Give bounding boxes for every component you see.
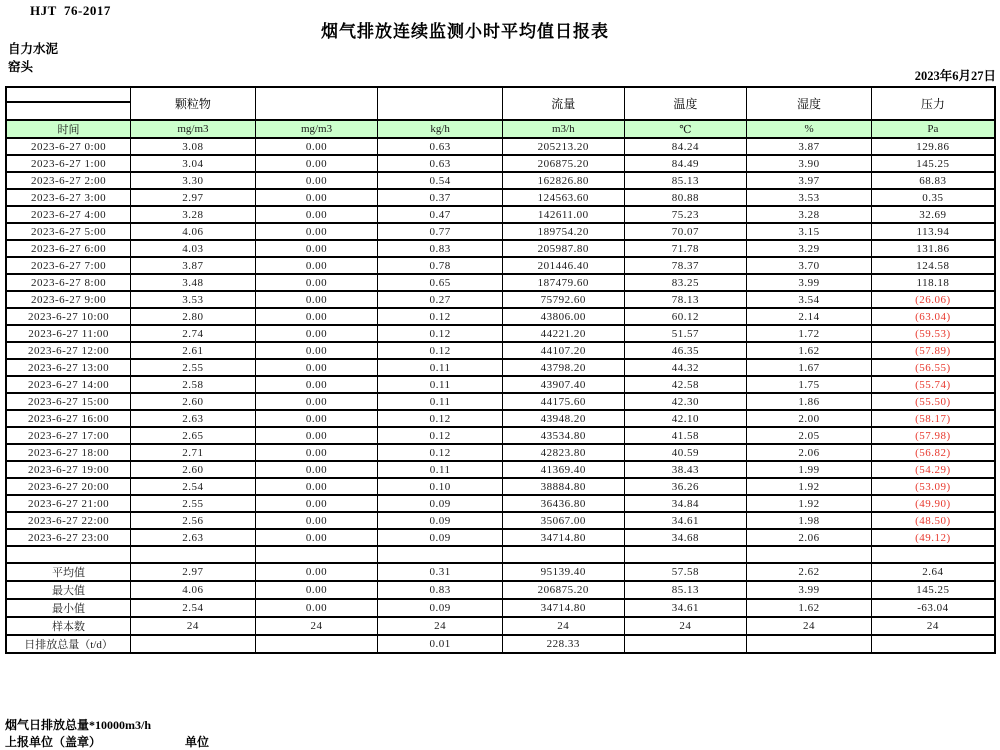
summary-value-cell	[624, 635, 747, 653]
summary-value-cell: 95139.40	[502, 563, 624, 581]
time-cell: 2023-6-27 9:00	[6, 291, 131, 308]
summary-value-cell: 24	[131, 617, 256, 635]
summary-row	[6, 617, 995, 635]
value-cell: 0.00	[255, 478, 378, 495]
summary-value-cell: -63.04	[871, 599, 995, 617]
summary-value-cell: 24	[502, 617, 624, 635]
summary-value-cell	[255, 635, 378, 653]
group-header-cell	[378, 87, 503, 120]
summary-value-cell: 34714.80	[502, 599, 624, 617]
value-cell: 0.78	[378, 257, 503, 274]
value-cell: 0.00	[255, 461, 378, 478]
value-cell: 44175.60	[502, 393, 624, 410]
summary-row	[6, 563, 995, 581]
value-cell: 36436.80	[502, 495, 624, 512]
summary-value-cell: 0.83	[378, 581, 503, 599]
value-cell: 2.63	[131, 410, 256, 427]
group-header-cell: 温度	[624, 87, 747, 120]
empty-cell	[502, 546, 624, 563]
value-cell: 3.15	[747, 223, 872, 240]
value-cell: (48.50)	[871, 512, 995, 529]
value-cell: 131.86	[871, 240, 995, 257]
value-cell: 0.00	[255, 495, 378, 512]
summary-label-cell: 样本数	[6, 617, 131, 635]
summary-row	[6, 599, 995, 617]
summary-value-cell: 2.62	[747, 563, 872, 581]
value-cell: 2.60	[131, 393, 256, 410]
value-cell: 0.00	[255, 376, 378, 393]
value-cell: 1.86	[747, 393, 872, 410]
value-cell: 0.00	[255, 257, 378, 274]
value-cell: 41.58	[624, 427, 747, 444]
report-unit-label: 上报单位（盖章）	[5, 735, 102, 749]
value-cell: 38.43	[624, 461, 747, 478]
value-cell: 205213.20	[502, 138, 624, 155]
value-cell: 0.00	[255, 291, 378, 308]
time-cell: 2023-6-27 10:00	[6, 308, 131, 325]
summary-value-cell: 0.00	[255, 581, 378, 599]
value-cell: 43534.80	[502, 427, 624, 444]
value-cell: 0.11	[378, 359, 503, 376]
value-cell: 205987.80	[502, 240, 624, 257]
value-cell: 0.83	[378, 240, 503, 257]
empty-cell	[624, 546, 747, 563]
value-cell: 34.68	[624, 529, 747, 546]
value-cell: 0.00	[255, 325, 378, 342]
value-cell: 85.13	[624, 172, 747, 189]
summary-row	[6, 581, 995, 599]
value-cell: 142611.00	[502, 206, 624, 223]
value-cell: 70.07	[624, 223, 747, 240]
value-cell: 1.92	[747, 495, 872, 512]
value-cell: 71.78	[624, 240, 747, 257]
value-cell: 2.56	[131, 512, 256, 529]
value-cell: 84.24	[624, 138, 747, 155]
value-cell: 43948.20	[502, 410, 624, 427]
value-cell: 0.00	[255, 393, 378, 410]
value-cell: 3.08	[131, 138, 256, 155]
value-cell: (55.74)	[871, 376, 995, 393]
value-cell: 0.00	[255, 138, 378, 155]
value-cell: 2.05	[747, 427, 872, 444]
summary-value-cell: 0.00	[255, 563, 378, 581]
value-cell: 42.10	[624, 410, 747, 427]
summary-value-cell: 206875.20	[502, 581, 624, 599]
value-cell: 83.25	[624, 274, 747, 291]
value-cell: 0.77	[378, 223, 503, 240]
summary-value-cell: 24	[624, 617, 747, 635]
value-cell: 2.06	[747, 529, 872, 546]
summary-value-cell: 0.01	[378, 635, 503, 653]
monitoring-point-name: 窑头	[8, 60, 34, 74]
empty-cell	[871, 546, 995, 563]
group-header-cell	[255, 87, 378, 120]
value-cell: 3.29	[747, 240, 872, 257]
value-cell: 145.25	[871, 155, 995, 172]
value-cell: 32.69	[871, 206, 995, 223]
value-cell: (55.50)	[871, 393, 995, 410]
value-cell: 0.09	[378, 529, 503, 546]
value-cell: 2.00	[747, 410, 872, 427]
time-cell: 2023-6-27 4:00	[6, 206, 131, 223]
value-cell: 2.06	[747, 444, 872, 461]
time-cell: 2023-6-27 5:00	[6, 223, 131, 240]
value-cell: 4.03	[131, 240, 256, 257]
time-header-split-top	[6, 87, 131, 102]
value-cell: 2.58	[131, 376, 256, 393]
value-cell: 0.11	[378, 376, 503, 393]
value-cell: 38884.80	[502, 478, 624, 495]
summary-label-cell: 日排放总量（t/d）	[6, 635, 131, 653]
value-cell: 2.14	[747, 308, 872, 325]
page-title: 烟气排放连续监测小时平均值日报表	[321, 22, 609, 41]
value-cell: 2.55	[131, 495, 256, 512]
value-cell: 2.65	[131, 427, 256, 444]
time-cell: 2023-6-27 6:00	[6, 240, 131, 257]
summary-value-cell: 228.33	[502, 635, 624, 653]
table-row	[6, 291, 995, 308]
value-cell: 0.00	[255, 274, 378, 291]
value-cell: 2.61	[131, 342, 256, 359]
unit-header-cell: 时间	[6, 120, 131, 138]
value-cell: 2.63	[131, 529, 256, 546]
value-cell: 0.37	[378, 189, 503, 206]
summary-value-cell: 2.54	[131, 599, 256, 617]
total-emission-note: 烟气日排放总量*10000m3/h	[5, 718, 152, 732]
value-cell: 0.00	[255, 308, 378, 325]
time-cell: 2023-6-27 17:00	[6, 427, 131, 444]
report-date: 2023年6月27日	[914, 69, 996, 83]
value-cell: 75792.60	[502, 291, 624, 308]
value-cell: 78.13	[624, 291, 747, 308]
table-row	[6, 342, 995, 359]
time-cell: 2023-6-27 19:00	[6, 461, 131, 478]
value-cell: 0.10	[378, 478, 503, 495]
time-cell: 2023-6-27 11:00	[6, 325, 131, 342]
value-cell: 0.11	[378, 461, 503, 478]
summary-value-cell: 85.13	[624, 581, 747, 599]
group-header-cell: 湿度	[747, 87, 872, 120]
summary-value-cell: 0.31	[378, 563, 503, 581]
value-cell: 43907.40	[502, 376, 624, 393]
value-cell: 0.12	[378, 427, 503, 444]
value-cell: 44221.20	[502, 325, 624, 342]
unit-label: 单位	[185, 735, 210, 749]
unit-header-cell: m3/h	[502, 120, 624, 138]
value-cell: 1.99	[747, 461, 872, 478]
value-cell: 124563.60	[502, 189, 624, 206]
value-cell: 34714.80	[502, 529, 624, 546]
value-cell: (59.53)	[871, 325, 995, 342]
value-cell: 44.32	[624, 359, 747, 376]
summary-value-cell: 24	[378, 617, 503, 635]
value-cell: 2.55	[131, 359, 256, 376]
value-cell: 0.12	[378, 325, 503, 342]
empty-cell	[747, 546, 872, 563]
value-cell: 3.30	[131, 172, 256, 189]
unit-header-cell: %	[747, 120, 872, 138]
unit-header-cell: ℃	[624, 120, 747, 138]
value-cell: 129.86	[871, 138, 995, 155]
value-cell: 44107.20	[502, 342, 624, 359]
value-cell: 43798.20	[502, 359, 624, 376]
table-row	[6, 444, 995, 461]
time-cell: 2023-6-27 21:00	[6, 495, 131, 512]
value-cell: 41369.40	[502, 461, 624, 478]
summary-value-cell: 24	[255, 617, 378, 635]
value-cell: 201446.40	[502, 257, 624, 274]
value-cell: 3.53	[747, 189, 872, 206]
value-cell: 2.80	[131, 308, 256, 325]
summary-value-cell	[131, 635, 256, 653]
summary-value-cell: 2.97	[131, 563, 256, 581]
value-cell: 0.00	[255, 223, 378, 240]
footer-line	[0, 733, 1000, 749]
value-cell: 2.60	[131, 461, 256, 478]
summary-value-cell: 24	[871, 617, 995, 635]
summary-value-cell: 0.00	[255, 599, 378, 617]
time-cell: 2023-6-27 23:00	[6, 529, 131, 546]
table-row	[6, 172, 995, 189]
group-header-cell: 颗粒物	[131, 87, 256, 120]
value-cell: 84.49	[624, 155, 747, 172]
table-row	[6, 393, 995, 410]
value-cell: 3.87	[747, 138, 872, 155]
monitoring-table	[5, 86, 996, 654]
value-cell: (57.98)	[871, 427, 995, 444]
time-cell: 2023-6-27 3:00	[6, 189, 131, 206]
time-cell: 2023-6-27 13:00	[6, 359, 131, 376]
summary-value-cell: 4.06	[131, 581, 256, 599]
value-cell: 34.84	[624, 495, 747, 512]
value-cell: 3.70	[747, 257, 872, 274]
value-cell: 0.65	[378, 274, 503, 291]
unit-header-cell: Pa	[871, 120, 995, 138]
summary-value-cell: 34.61	[624, 599, 747, 617]
empty-cell	[378, 546, 503, 563]
table-row	[6, 512, 995, 529]
table-row	[6, 325, 995, 342]
value-cell: 3.90	[747, 155, 872, 172]
value-cell: 3.54	[747, 291, 872, 308]
value-cell: 0.54	[378, 172, 503, 189]
table-row	[6, 138, 995, 155]
value-cell: 34.61	[624, 512, 747, 529]
value-cell: (58.17)	[871, 410, 995, 427]
value-cell: 0.12	[378, 342, 503, 359]
value-cell: 0.11	[378, 393, 503, 410]
group-header-cell: 流量	[502, 87, 624, 120]
summary-value-cell	[871, 635, 995, 653]
value-cell: 80.88	[624, 189, 747, 206]
summary-label-cell: 平均值	[6, 563, 131, 581]
value-cell: 2.71	[131, 444, 256, 461]
table-row	[6, 495, 995, 512]
value-cell: (54.29)	[871, 461, 995, 478]
summary-label-cell: 最大值	[6, 581, 131, 599]
value-cell: 3.28	[747, 206, 872, 223]
summary-label-cell: 最小值	[6, 599, 131, 617]
table-row	[6, 189, 995, 206]
unit-header-cell: mg/m3	[255, 120, 378, 138]
table-row	[6, 427, 995, 444]
time-cell: 2023-6-27 20:00	[6, 478, 131, 495]
value-cell: (63.04)	[871, 308, 995, 325]
time-cell: 2023-6-27 8:00	[6, 274, 131, 291]
value-cell: 43806.00	[502, 308, 624, 325]
value-cell: 0.27	[378, 291, 503, 308]
time-cell: 2023-6-27 22:00	[6, 512, 131, 529]
value-cell: 0.63	[378, 155, 503, 172]
table-body	[6, 138, 995, 653]
value-cell: 0.00	[255, 240, 378, 257]
value-cell: 0.47	[378, 206, 503, 223]
table-row	[6, 257, 995, 274]
value-cell: 3.99	[747, 274, 872, 291]
value-cell: 3.04	[131, 155, 256, 172]
value-cell: 0.09	[378, 495, 503, 512]
unit-header-cell: kg/h	[378, 120, 503, 138]
time-cell: 2023-6-27 1:00	[6, 155, 131, 172]
table-row	[6, 155, 995, 172]
value-cell: 0.00	[255, 206, 378, 223]
value-cell: (57.89)	[871, 342, 995, 359]
value-cell: 0.00	[255, 410, 378, 427]
value-cell: 0.00	[255, 529, 378, 546]
table-row	[6, 529, 995, 546]
table-row	[6, 206, 995, 223]
empty-cell	[131, 546, 256, 563]
value-cell: 42.30	[624, 393, 747, 410]
value-cell: 35067.00	[502, 512, 624, 529]
value-cell: 0.12	[378, 308, 503, 325]
value-cell: 118.18	[871, 274, 995, 291]
table-row	[6, 376, 995, 393]
company-name: 自力水泥	[8, 42, 59, 56]
value-cell: 1.72	[747, 325, 872, 342]
value-cell: (26.06)	[871, 291, 995, 308]
value-cell: 124.58	[871, 257, 995, 274]
value-cell: 2.74	[131, 325, 256, 342]
summary-value-cell: 24	[747, 617, 872, 635]
value-cell: 60.12	[624, 308, 747, 325]
value-cell: (53.09)	[871, 478, 995, 495]
value-cell: 4.06	[131, 223, 256, 240]
value-cell: 1.62	[747, 342, 872, 359]
value-cell: 1.67	[747, 359, 872, 376]
group-header-cell: 压力	[871, 87, 995, 120]
time-header-split-bottom	[6, 102, 131, 120]
table-row	[6, 240, 995, 257]
value-cell: 2.97	[131, 189, 256, 206]
value-cell: 75.23	[624, 206, 747, 223]
value-cell: 1.75	[747, 376, 872, 393]
time-cell: 2023-6-27 16:00	[6, 410, 131, 427]
summary-row	[6, 635, 995, 653]
time-cell: 2023-6-27 15:00	[6, 393, 131, 410]
value-cell: 0.00	[255, 427, 378, 444]
value-cell: 3.87	[131, 257, 256, 274]
value-cell: 0.00	[255, 444, 378, 461]
unit-header-cell: mg/m3	[131, 120, 256, 138]
value-cell: 189754.20	[502, 223, 624, 240]
summary-value-cell: 145.25	[871, 581, 995, 599]
time-cell: 2023-6-27 12:00	[6, 342, 131, 359]
value-cell: (49.90)	[871, 495, 995, 512]
value-cell: 3.97	[747, 172, 872, 189]
value-cell: 42.58	[624, 376, 747, 393]
table-row	[6, 359, 995, 376]
value-cell: 0.00	[255, 342, 378, 359]
value-cell: 0.00	[255, 155, 378, 172]
table-head	[6, 87, 995, 138]
table-row	[6, 223, 995, 240]
summary-value-cell: 0.09	[378, 599, 503, 617]
table-row	[6, 461, 995, 478]
value-cell: 0.12	[378, 444, 503, 461]
value-cell: 1.98	[747, 512, 872, 529]
value-cell: (56.55)	[871, 359, 995, 376]
empty-cell	[255, 546, 378, 563]
summary-value-cell	[747, 635, 872, 653]
value-cell: (49.12)	[871, 529, 995, 546]
summary-value-cell: 3.99	[747, 581, 872, 599]
summary-value-cell: 2.64	[871, 563, 995, 581]
value-cell: 0.00	[255, 189, 378, 206]
value-cell: 0.09	[378, 512, 503, 529]
value-cell: 42823.80	[502, 444, 624, 461]
value-cell: 36.26	[624, 478, 747, 495]
value-cell: 51.57	[624, 325, 747, 342]
doc-standard-code: HJT 76-2017	[30, 3, 111, 18]
time-cell: 2023-6-27 18:00	[6, 444, 131, 461]
value-cell: 3.48	[131, 274, 256, 291]
value-cell: 162826.80	[502, 172, 624, 189]
value-cell: 3.53	[131, 291, 256, 308]
table-row	[6, 274, 995, 291]
value-cell: 0.35	[871, 189, 995, 206]
time-cell: 2023-6-27 14:00	[6, 376, 131, 393]
table-row	[6, 308, 995, 325]
time-cell: 2023-6-27 0:00	[6, 138, 131, 155]
value-cell: 46.35	[624, 342, 747, 359]
value-cell: 2.54	[131, 478, 256, 495]
value-cell: 0.00	[255, 512, 378, 529]
value-cell: (56.82)	[871, 444, 995, 461]
table-row	[6, 410, 995, 427]
summary-value-cell: 57.58	[624, 563, 747, 581]
time-cell: 2023-6-27 7:00	[6, 257, 131, 274]
table-row	[6, 478, 995, 495]
value-cell: 0.63	[378, 138, 503, 155]
time-cell: 2023-6-27 2:00	[6, 172, 131, 189]
empty-cell	[6, 546, 131, 563]
value-cell: 78.37	[624, 257, 747, 274]
spacer-row	[6, 546, 995, 563]
value-cell: 1.92	[747, 478, 872, 495]
summary-value-cell: 1.62	[747, 599, 872, 617]
value-cell: 0.00	[255, 359, 378, 376]
value-cell: 3.28	[131, 206, 256, 223]
value-cell: 113.94	[871, 223, 995, 240]
value-cell: 0.12	[378, 410, 503, 427]
value-cell: 68.83	[871, 172, 995, 189]
value-cell: 206875.20	[502, 155, 624, 172]
value-cell: 40.59	[624, 444, 747, 461]
value-cell: 187479.60	[502, 274, 624, 291]
value-cell: 0.00	[255, 172, 378, 189]
